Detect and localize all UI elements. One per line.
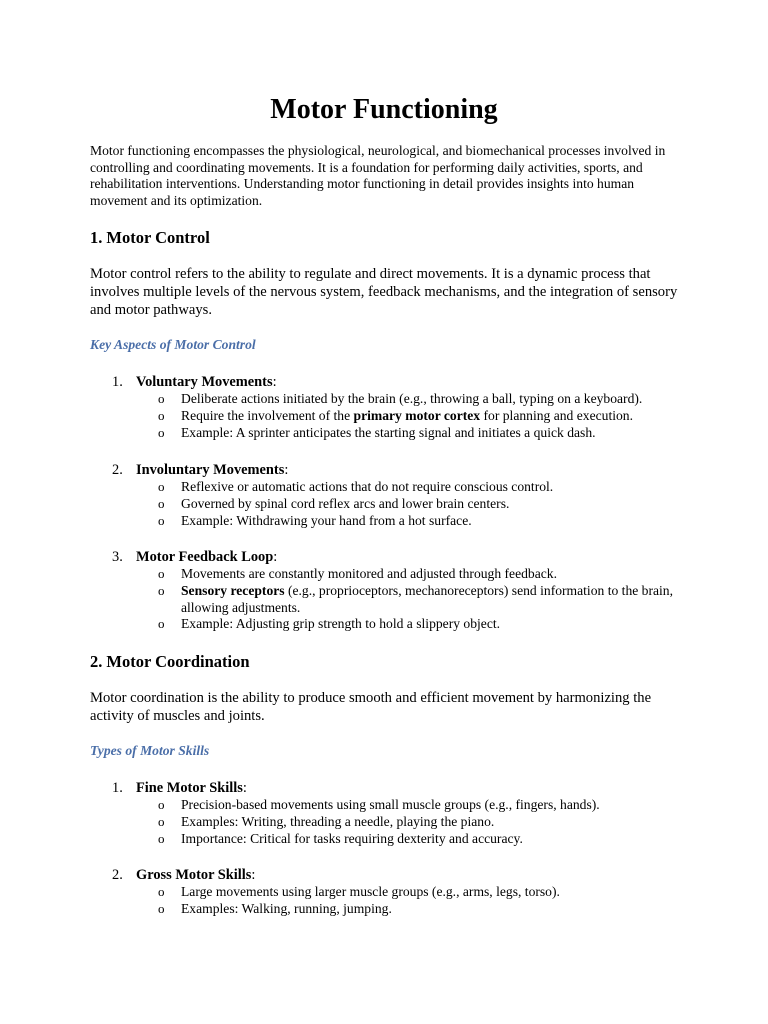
page-title: Motor Functioning (270, 94, 498, 125)
sub-list-item: o Movements are constantly monitored and adjusted through feedback. (158, 566, 557, 581)
sub-list-item: o Sensory receptors (e.g., proprioceptors, mechanoreceptors) send information to the brain, allowing adjustments. (158, 582, 674, 615)
bullet-icon: o (158, 884, 165, 899)
list-item-head (90, 548, 690, 566)
bullet-icon: o (158, 813, 165, 829)
bullet-icon: o (158, 391, 165, 406)
bullet-icon: o (158, 512, 165, 528)
item-colon: : (242, 780, 247, 796)
item-number: 1. (112, 780, 123, 796)
bullet-icon: o (158, 900, 165, 916)
sub-list-item: o Example: Withdrawing your hand from a hot surface. (158, 512, 472, 528)
item-title-line (136, 373, 277, 391)
bullet-icon: o (158, 407, 165, 423)
sub-list-item: o Example: A sprinter anticipates the starting signal and initiates a quick dash. (158, 424, 596, 440)
bullet-icon: o (158, 479, 165, 494)
sub-list-item: o Reflexive or automatic actions that do not require conscious control. (158, 479, 554, 494)
bullet-icon: o (158, 566, 165, 581)
sub-list (90, 884, 690, 918)
list-item-head (90, 461, 690, 479)
item-title: Motor Feedback Loop (136, 549, 274, 565)
item-number: 3. (112, 549, 123, 565)
sub-list (90, 797, 690, 847)
sub-list (90, 479, 690, 529)
bullet-icon: o (158, 424, 165, 440)
sub-list-item: o Governed by spinal cord reflex arcs and lower brain centers. (158, 495, 510, 511)
list-item-fine-motor-skills (90, 779, 690, 847)
sub-list-item: o Examples: Walking, running, jumping. (158, 900, 392, 916)
sub-list-item: o Importance: Critical for tasks requiring dexterity and accuracy. (158, 830, 523, 846)
section-paragraph: Motor coordination is the ability to produce smooth and efficient movement by harmonizing the activity of muscles and joints. (90, 690, 652, 725)
item-number: 2. (112, 462, 123, 478)
item-colon: : (251, 867, 256, 883)
list-item-voluntary-movements (90, 373, 690, 441)
item-colon: : (284, 462, 289, 478)
sub-list-item: o Precision-based movements using small muscle groups (e.g., fingers, hands). (158, 797, 600, 812)
item-title-line (136, 461, 288, 479)
sub-list-item: o Large movements using larger muscle groups (e.g., arms, legs, torso). (158, 884, 560, 899)
item-colon: : (272, 374, 277, 390)
section-number: 1. (90, 228, 103, 247)
section-number: 2. (90, 652, 103, 671)
subheading-key-aspects: Key Aspects of Motor Control (90, 337, 256, 352)
sub-list (90, 391, 690, 441)
item-title: Involuntary Movements (136, 462, 285, 478)
bullet-icon: o (158, 797, 165, 812)
section-heading-motor-coordination (90, 652, 250, 672)
sub-list-item: o Examples: Writing, threading a needle, playing the piano. (158, 813, 495, 829)
intro-paragraph: Motor functioning encompasses the physiological, neurological, and biomechanical processes involved in controlling and coordinating movements. It is a foundation for performing daily activities, sports, and rehabilitation interventions. Understanding motor functioning in detail provides insights into human movement and its optimization. (90, 143, 666, 209)
section-title: Motor Control (106, 228, 210, 247)
list-item-involuntary-movements (90, 461, 690, 529)
section-heading-motor-control (90, 228, 210, 248)
item-title-line (136, 779, 247, 797)
sub-list-item: o Example: Adjusting grip strength to hold a slippery object. (158, 616, 501, 632)
list-item-head (90, 866, 690, 884)
list-item-head (90, 373, 690, 391)
sub-list-item: o Require the involvement of the primary motor cortex for planning and execution. (158, 407, 633, 423)
item-title: Gross Motor Skills (136, 867, 252, 883)
section-title: Motor Coordination (106, 652, 250, 671)
list-item-head (90, 779, 690, 797)
item-number: 2. (112, 867, 123, 883)
item-number: 1. (112, 374, 123, 390)
item-title: Voluntary Movements (136, 374, 273, 390)
item-colon: : (273, 549, 278, 565)
bullet-icon: o (158, 830, 165, 846)
item-title-line (136, 548, 277, 566)
list-item-motor-feedback-loop (90, 548, 690, 633)
bullet-icon: o (158, 616, 165, 632)
item-title-line (136, 866, 255, 884)
bullet-icon: o (158, 582, 165, 598)
bullet-icon: o (158, 495, 165, 511)
list-item-gross-motor-skills (90, 866, 690, 918)
section-paragraph: Motor control refers to the ability to regulate and direct movements. It is a dynamic process that involves multiple levels of the nervous system, feedback mechanisms, and the integration of sensory and motor pathways. (90, 266, 678, 319)
sub-list-item: o Deliberate actions initiated by the brain (e.g., throwing a ball, typing on a keyboard). (158, 391, 643, 406)
sub-list (90, 566, 690, 633)
subheading-types-of-motor-skills: Types of Motor Skills (90, 743, 210, 758)
item-title: Fine Motor Skills (136, 780, 243, 796)
